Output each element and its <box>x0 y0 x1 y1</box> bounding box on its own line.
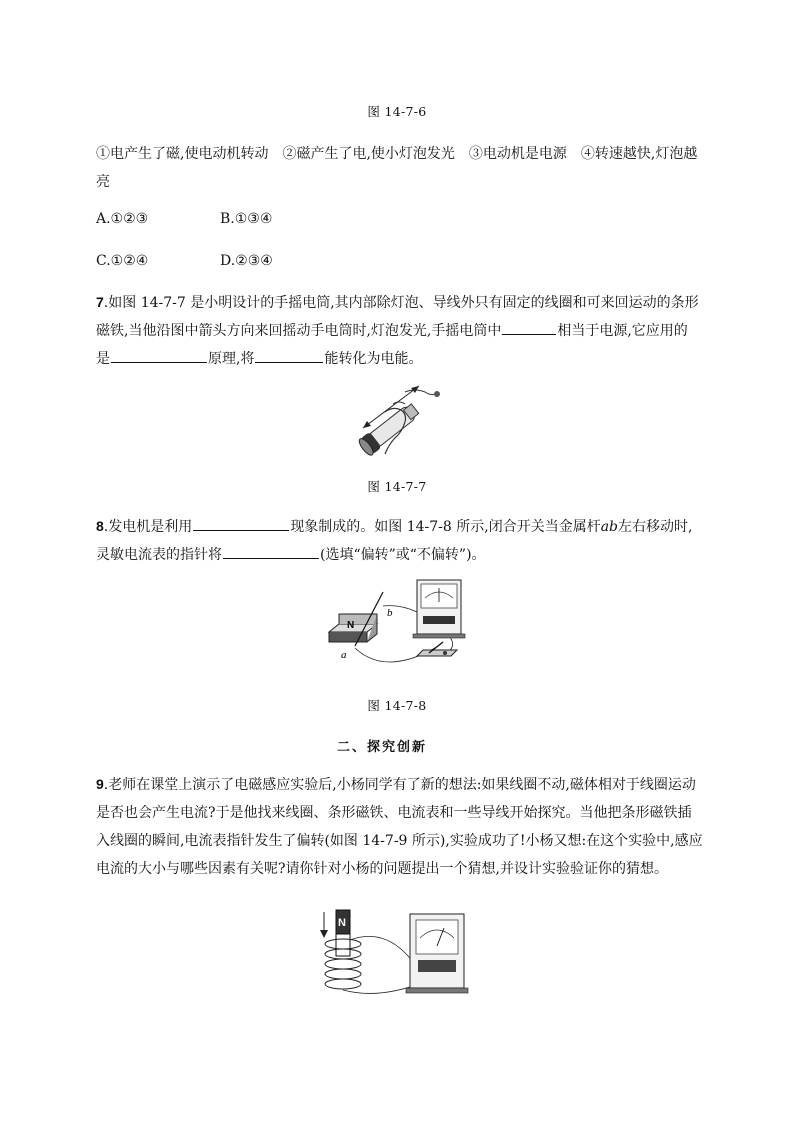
q8-number: 8 <box>96 518 104 534</box>
q8-line1 <box>96 516 696 536</box>
q7-answer-blank-2[interactable] <box>111 348 207 363</box>
q6-option-c: C.①②④ <box>96 253 149 269</box>
q8-line1-text-d: 左右移动时, <box>618 519 693 535</box>
q8-line1-text-a: .发电机是利用 <box>103 519 193 535</box>
q7-line2 <box>96 320 696 340</box>
figure-caption-14-7-8: 图 14-7-8 <box>367 698 427 713</box>
figure-caption-14-7-7: 图 14-7-7 <box>367 479 427 494</box>
section-heading: 二、探究创新 <box>337 740 428 755</box>
q9-line2: 是否也会产生电流?于是他找来线圈、条形磁铁、电流表和一些导线开始探究。当他把条形磁铁插 <box>96 805 692 821</box>
q8-rod-label: ab <box>600 519 619 535</box>
q8-line2-text-b: (选填“偏转”或“不偏转”)。 <box>320 547 486 563</box>
q9-line1 <box>96 774 696 794</box>
rod-label-b: b <box>387 607 393 619</box>
q6-option-b: B.①③④ <box>220 211 273 227</box>
magnet-n-label: N <box>347 620 355 631</box>
q7-number: 7 <box>96 294 104 310</box>
q8-answer-blank-2[interactable] <box>223 544 319 559</box>
bar-magnet-n-label: N <box>338 917 346 929</box>
induction-coil-figure <box>318 906 478 1002</box>
q7-line1-text: .如图 14-7-7 是小明设计的手摇电筒,其内部除灯泡、导线外只有固定的线圈和可来回运动的条形 <box>103 295 699 311</box>
q6-option-d: D.②③④ <box>220 253 273 269</box>
q9-line1-text: .老师在课堂上演示了电磁感应实验后,小杨同学有了新的想法:如果线圈不动,磁体相对于线圈运动 <box>103 777 696 793</box>
q8-line2 <box>96 544 696 564</box>
generator-circuit-figure <box>325 576 475 676</box>
q9-line4: 电流的大小与哪些因素有关呢?请你针对小杨的问题提出一个猜想,并设计实验验证你的猜想。 <box>96 861 668 877</box>
q7-line3-text-c: 能转化为电能。 <box>324 351 423 367</box>
q8-answer-blank-1[interactable] <box>193 516 289 531</box>
q7-line2-text-a: 磁铁,当他沿图中箭头方向来回摇动手电筒时,灯泡发光,手摇电筒中 <box>96 323 502 339</box>
q7-line3-text-a: 是 <box>96 351 110 367</box>
q7-line1 <box>96 292 699 312</box>
q7-answer-blank-1[interactable] <box>502 320 556 335</box>
q6-statements-line2: 亮 <box>96 174 110 190</box>
q7-line2-text-b: 相当于电源,它应用的 <box>557 323 688 339</box>
figure-caption-14-7-6: 图 14-7-6 <box>367 104 427 119</box>
flashlight-figure <box>345 382 445 456</box>
q7-line3 <box>96 348 696 368</box>
rod-label-a: a <box>341 649 347 661</box>
q9-line3: 入线圈的瞬间,电流表指针发生了偏转(如图 14-7-9 所示),实验成功了!小杨又想:在这个实验中,感应 <box>96 833 703 849</box>
q6-option-a: A.①②③ <box>96 211 149 227</box>
q8-line1-text-b: 现象制成的。如图 14-7-8 所示,闭合开关当金属杆 <box>290 519 601 535</box>
q8-line2-text-a: 灵敏电流表的指针将 <box>96 547 222 563</box>
q9-number: 9 <box>96 776 104 792</box>
q7-line3-text-b: 原理,将 <box>208 351 255 367</box>
q7-answer-blank-3[interactable] <box>255 348 323 363</box>
q6-statements-line1: ①电产生了磁,使电动机转动 ②磁产生了电,使小灯泡发光 ③电动机是电源 ④转速越快,灯泡越 <box>96 146 698 162</box>
